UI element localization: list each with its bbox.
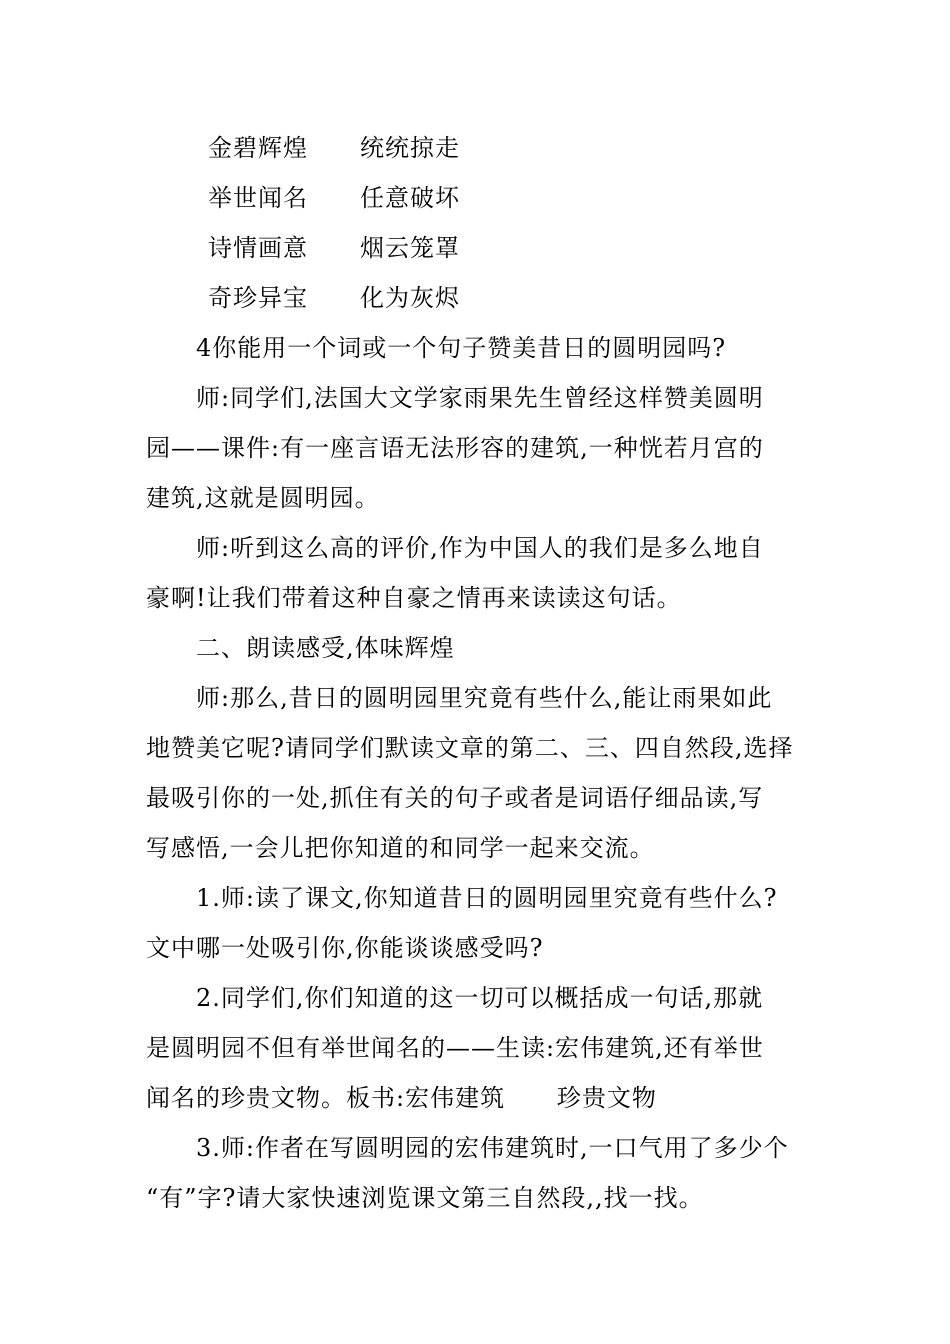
paragraph-line: 师:那么,昔日的圆明园里究竟有些什么,能让雨果如此 <box>196 684 773 712</box>
word-pair-row <box>208 232 460 264</box>
paragraph-line: 师:同学们,法国大文学家雨果先生曾经这样赞美圆明 <box>196 384 764 412</box>
paragraph-line: 地赞美它呢?请同学们默读文章的第二、三、四自然段,选择 <box>146 734 794 762</box>
paragraph-line: 闻名的珍贵文物。板书:宏伟建筑 珍贵文物 <box>146 1084 657 1112</box>
word-pair-right: 任意破坏 <box>360 184 460 212</box>
word-pair-left: 举世闻名 <box>208 184 308 212</box>
paragraph-line: 园——课件:有一座言语无法形容的建筑,一种恍若月宫的 <box>146 434 764 462</box>
word-pair-right: 烟云笼罩 <box>360 234 460 262</box>
paragraph-line: 3.师:作者在写圆明园的宏伟建筑时,一口气用了多少个 <box>196 1134 789 1162</box>
paragraph-line: 4你能用一个词或一个句子赞美昔日的圆明园吗? <box>196 334 727 362</box>
word-pair-row <box>208 132 460 164</box>
paragraph-line: 是圆明园不但有举世闻名的——生读:宏伟建筑,还有举世 <box>146 1034 764 1062</box>
word-pair-right: 统统掠走 <box>360 134 460 162</box>
paragraph-line: 文中哪一处吸引你,你能谈谈感受吗? <box>146 934 544 962</box>
paragraph-line: “有”字?请大家快速浏览课文第三自然段,,找一找。 <box>146 1184 704 1212</box>
paragraph-line: 建筑,这就是圆明园。 <box>146 484 380 512</box>
word-pair-left: 诗情画意 <box>208 234 308 262</box>
word-pair-right: 化为灰烬 <box>360 284 460 312</box>
paragraph-line: 最吸引你的一处,抓住有关的句子或者是词语仔细品读,写 <box>146 784 764 812</box>
word-pair-row <box>208 282 460 314</box>
paragraph-line: 2.同学们,你们知道的这一切可以概括成一句话,那就 <box>196 984 764 1012</box>
paragraph-line: 1.师:读了课文,你知道昔日的圆明园里究竟有些什么? <box>196 884 778 912</box>
word-pair-left: 金碧辉煌 <box>208 134 308 162</box>
paragraph-line: 豪啊!让我们带着这种自豪之情再来读读这句话。 <box>146 584 682 612</box>
word-pair-left: 奇珍异宝 <box>208 284 308 312</box>
section-heading: 二、朗读感受,体味辉煌 <box>196 634 455 662</box>
paragraph-line: 写感悟,一会儿把你知道的和同学一起来交流。 <box>146 834 655 862</box>
paragraph-line: 师:听到这么高的评价,作为中国人的我们是多么地自 <box>196 534 764 562</box>
word-pair-row <box>208 182 460 214</box>
